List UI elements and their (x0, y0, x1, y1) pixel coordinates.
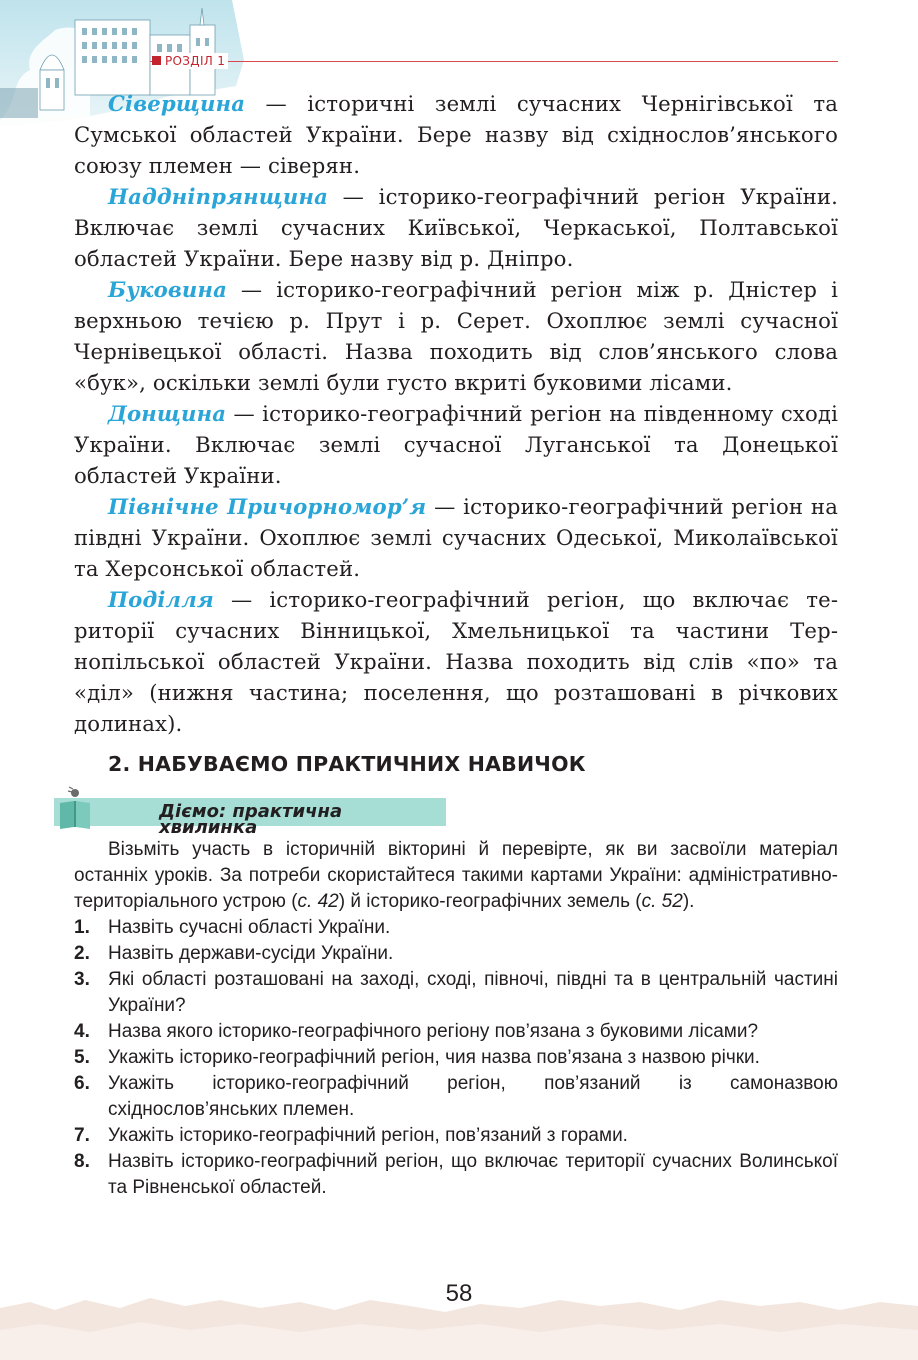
open-book-icon (54, 783, 98, 833)
task-item (74, 915, 838, 941)
task-number: 4. (74, 1021, 90, 1042)
task-item (74, 967, 838, 1019)
task-number: 1. (74, 917, 90, 938)
header-rule (150, 61, 838, 62)
glossary-entry (74, 584, 838, 739)
task-text: Які області розташовані на заході, сході, півночі, півдні та в центральній частині України? (108, 969, 838, 1016)
glossary-entry (74, 491, 838, 584)
glossary-term: Північне Причорномор’я (108, 494, 427, 519)
task-item (74, 1071, 838, 1123)
activity-title: Діємо: практична хвилинка (159, 801, 343, 838)
map-page-ref: с. 42 (297, 891, 339, 912)
intro-text: ) й історико-географічних земель ( (338, 891, 642, 912)
glossary-definition: — історичні землі сучасних Чернігівської та Сумської областей України. Бере назву від східнослов’янського союзу племен — сіверян. (74, 91, 838, 178)
task-text: Укажіть історико-географічний регіон, чия назва пов’язана з назвою річки. (108, 1047, 760, 1068)
task-list (74, 915, 838, 1201)
glossary-term: Буковина (108, 277, 227, 302)
task-number: 5. (74, 1047, 90, 1068)
glossary-definition: — історико-географічний регіон між р. Дністер і верхньою течією р. Прут і р. Серет. Охоплює землі сучасної Чернівецької області. Назва походить від слов’янського слова «бук», оскільки землі були густо вкриті буковими лісами. (74, 277, 838, 395)
intro-text: ). (682, 891, 695, 912)
glossary-definition: — історико-географічний регіон на півдні України. Охоплює землі сучасних Одеської, Миколаївської та Херсонської областей. (74, 494, 838, 581)
task-number: 8. (74, 1151, 90, 1172)
glossary-term: Наддніпрянщина (108, 184, 328, 209)
chapter-label-text: РОЗДІЛ 1 (165, 54, 226, 68)
task-text: Назвіть держави-сусіди України. (108, 943, 394, 964)
task-number: 3. (74, 969, 90, 990)
task-number: 2. (74, 943, 90, 964)
section-heading: 2. НАБУВАЄМО ПРАКТИЧНИХ НАВИЧОК (108, 752, 586, 776)
task-item (74, 1019, 838, 1045)
glossary-term: Донщина (108, 401, 227, 426)
task-text: Укажіть історико-географічний регіон, пов’язаний з горами. (108, 1125, 628, 1146)
glossary-term: Поділля (108, 587, 214, 612)
task-text: Назвіть історико-географічний регіон, що включає території сучасних Волинської та Рівненської областей. (108, 1151, 838, 1198)
glossary-entry (74, 398, 838, 491)
task-number: 7. (74, 1125, 90, 1146)
task-text: Укажіть історико-географічний регіон, пов’язаний із самоназвою східнослов’янських племен. (108, 1073, 838, 1120)
page-number: 58 (445, 1280, 473, 1307)
task-text: Назва якого історико-географічного регіону пов’язана з буковими лісами? (108, 1021, 759, 1042)
glossary-definition: — історико-географічний регіон України. Включає землі сучасних Київської, Черкаської, Полтавської областей України. Бере назву від р. Дніпро. (74, 184, 838, 271)
task-text: Назвіть сучасні області України. (108, 917, 391, 938)
activity-banner (54, 783, 446, 838)
glossary-entry (74, 274, 838, 398)
practice-block (74, 837, 838, 1201)
task-item (74, 1045, 838, 1071)
intro-text: Візьміть участь в історичній вікторині й перевірте, як ви засвоїли матеріал останніх уроків. За потреби скористайтеся такими картами України: адміністративно-територіального устрою ( (74, 839, 838, 912)
task-number: 6. (74, 1073, 90, 1094)
task-item (74, 1123, 838, 1149)
glossary-block (74, 88, 838, 739)
glossary-definition: — історико-географічний регіон, що включає території сучасних Вінницької, Хмельницької та частини Тернопільської областей України. Назва походить від слів «по» та «діл» (нижня частина; поселення, що розташовані в річкових долинах). (74, 587, 838, 736)
task-item (74, 941, 838, 967)
activity-strip (98, 798, 446, 838)
glossary-term: Сіверщина (108, 91, 246, 116)
chapter-marker-icon (152, 56, 161, 65)
glossary-entry (74, 88, 838, 181)
task-item (74, 1149, 838, 1201)
chapter-label (152, 53, 228, 69)
glossary-entry (74, 181, 838, 274)
glossary-definition: — історико-географічний регіон на південному сході України. Включає землі сучасної Луганської та Донецької областей України. (74, 401, 838, 488)
map-page-ref: с. 52 (641, 891, 683, 912)
activity-intro (74, 837, 838, 915)
